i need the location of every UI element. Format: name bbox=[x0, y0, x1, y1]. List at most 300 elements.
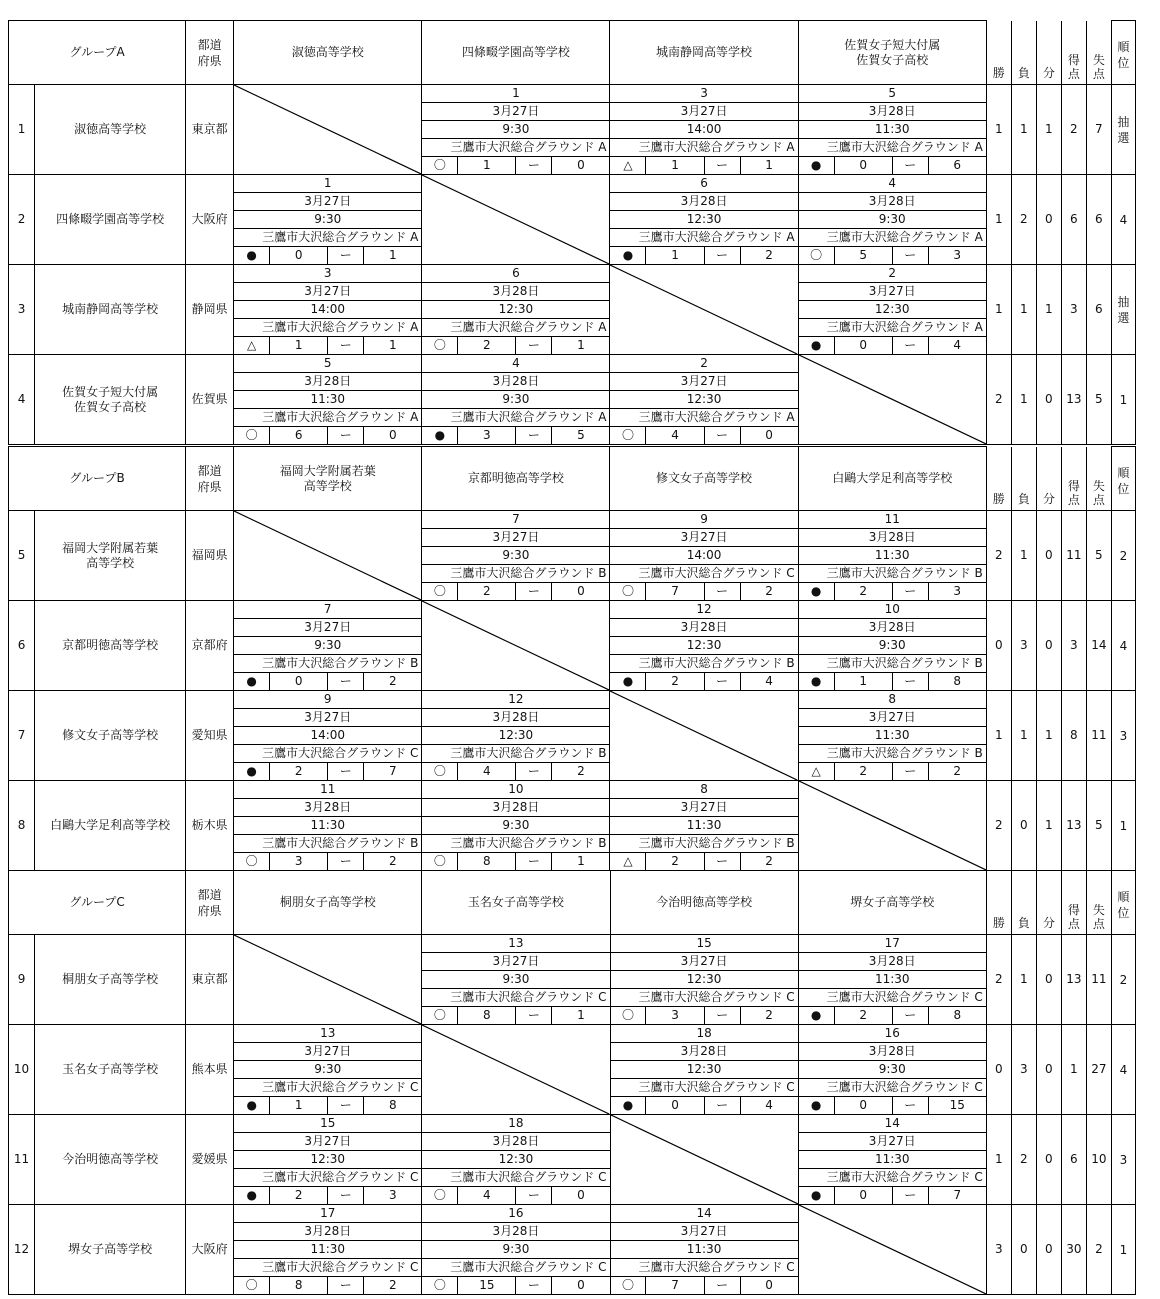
match-time: 11:30 bbox=[610, 817, 797, 835]
match-cell bbox=[422, 265, 610, 355]
score-opponent: 1 bbox=[577, 338, 585, 352]
draws-value: 0 bbox=[1045, 1152, 1053, 1166]
team-prefecture bbox=[186, 265, 234, 355]
rank bbox=[1111, 691, 1135, 781]
goals-against-value: 5 bbox=[1095, 392, 1103, 406]
team-number-text: 7 bbox=[17, 728, 26, 742]
rank-value: 2 bbox=[1119, 548, 1128, 563]
opponent-name: 城南静岡高等学校 bbox=[656, 45, 753, 59]
score-own: 0 bbox=[835, 1097, 893, 1114]
match-info bbox=[422, 511, 609, 600]
match-date: 3月27日 bbox=[611, 1223, 798, 1241]
opponent-header bbox=[234, 21, 422, 85]
group-label bbox=[9, 447, 186, 511]
team-row bbox=[9, 935, 1136, 1025]
wins-value: 0 bbox=[994, 638, 1003, 652]
match-time: 12:30 bbox=[422, 1151, 609, 1169]
match-score bbox=[234, 673, 421, 690]
match-score bbox=[422, 337, 609, 354]
prefecture-text: 静岡県 bbox=[191, 302, 228, 316]
match-cell bbox=[234, 265, 422, 355]
match-score bbox=[799, 763, 986, 780]
group-c-league-table bbox=[8, 870, 1136, 1295]
score-own: 15 bbox=[458, 1277, 516, 1294]
match-time: 9:30 bbox=[234, 1061, 421, 1079]
result-symbol: 〇 bbox=[611, 1007, 647, 1024]
team-name-text: 福岡大学附属若葉 高等学校 bbox=[62, 540, 159, 570]
league-table bbox=[8, 20, 1136, 445]
team-prefecture bbox=[186, 781, 234, 871]
prefecture-text: 愛媛県 bbox=[191, 1152, 228, 1166]
goals-for-header bbox=[1061, 21, 1086, 85]
match-number: 8 bbox=[610, 781, 797, 799]
match-number: 6 bbox=[422, 265, 609, 283]
score-dash: ー bbox=[705, 673, 741, 690]
draws-value: 0 bbox=[1045, 972, 1053, 986]
goals-for-value: 11 bbox=[1066, 548, 1082, 562]
opponent-name: 京都明徳高等学校 bbox=[467, 471, 564, 485]
match-number: 16 bbox=[799, 1025, 986, 1043]
opponent-header bbox=[610, 21, 798, 85]
match-info bbox=[422, 265, 609, 354]
team-row bbox=[9, 1205, 1136, 1295]
match-info bbox=[422, 781, 609, 870]
score-dash: ー bbox=[516, 427, 552, 444]
team-name bbox=[35, 355, 186, 445]
goals-against-value: 7 bbox=[1095, 122, 1103, 136]
match-info bbox=[422, 355, 609, 444]
score-opponent: 1 bbox=[577, 854, 585, 868]
draws-value: 0 bbox=[1045, 1242, 1053, 1256]
match-number: 3 bbox=[234, 265, 421, 283]
match-venue: 三鷹市大沢総合グラウンド B bbox=[610, 655, 797, 673]
match-time: 9:30 bbox=[422, 547, 609, 565]
win-header-text: 勝 bbox=[992, 916, 1005, 930]
match-cell bbox=[422, 1205, 610, 1295]
losses-value: 3 bbox=[1020, 1062, 1028, 1076]
match-info bbox=[234, 175, 421, 264]
match-date: 3月28日 bbox=[610, 619, 797, 637]
match-info bbox=[234, 1205, 421, 1294]
match-time: 9:30 bbox=[422, 391, 609, 409]
wins bbox=[986, 175, 1011, 265]
match-number: 15 bbox=[611, 935, 798, 953]
goals-against-value: 14 bbox=[1091, 638, 1107, 652]
wins-value: 1 bbox=[994, 728, 1003, 742]
result-symbol: △ bbox=[610, 853, 646, 870]
goals-against-value: 6 bbox=[1095, 212, 1103, 226]
match-info bbox=[799, 691, 986, 780]
score-dash: ー bbox=[328, 763, 364, 780]
goals-for-header-text: 得点 bbox=[1067, 53, 1080, 81]
match-info bbox=[610, 85, 797, 174]
result-symbol: 〇 bbox=[422, 763, 458, 780]
match-score bbox=[422, 157, 609, 174]
diagonal-line bbox=[234, 511, 421, 600]
score-dash: ー bbox=[893, 673, 929, 690]
match-score bbox=[422, 1007, 609, 1024]
score-own: 7 bbox=[646, 1277, 704, 1294]
win-header bbox=[986, 447, 1011, 511]
opponent-header bbox=[422, 21, 610, 85]
score-own: 6 bbox=[270, 427, 328, 444]
match-date: 3月28日 bbox=[234, 1223, 421, 1241]
match-date: 3月28日 bbox=[234, 799, 421, 817]
score-dash: ー bbox=[516, 157, 552, 174]
match-date: 3月28日 bbox=[422, 709, 609, 727]
match-venue: 三鷹市大沢総合グラウンド B bbox=[422, 835, 609, 853]
team-name bbox=[35, 781, 186, 871]
score-own: 8 bbox=[458, 853, 516, 870]
match-venue: 三鷹市大沢総合グラウンド C bbox=[611, 1259, 798, 1277]
match-score bbox=[234, 1277, 421, 1294]
match-score bbox=[422, 427, 609, 444]
match-date: 3月27日 bbox=[610, 103, 797, 121]
diagonal-line bbox=[799, 781, 986, 870]
team-number-text: 8 bbox=[17, 818, 26, 832]
result-symbol: △ bbox=[799, 763, 835, 780]
match-time: 9:30 bbox=[422, 817, 609, 835]
rank-header-text: 順位 bbox=[1117, 890, 1130, 920]
draw-header-text: 分 bbox=[1042, 66, 1055, 80]
score-own: 0 bbox=[835, 157, 893, 174]
goals-for bbox=[1061, 175, 1086, 265]
team-name bbox=[35, 265, 186, 355]
wins-value: 1 bbox=[995, 1152, 1003, 1166]
match-info bbox=[610, 601, 797, 690]
rank bbox=[1111, 85, 1135, 175]
opponent-name: 福岡大学附属若葉 高等学校 bbox=[279, 463, 376, 493]
goals-against-header bbox=[1086, 871, 1111, 935]
team-number bbox=[9, 935, 35, 1025]
result-symbol: 〇 bbox=[422, 1277, 458, 1294]
match-info bbox=[610, 781, 797, 870]
match-number: 10 bbox=[422, 781, 609, 799]
rank-value: 抽選 bbox=[1117, 294, 1130, 325]
rank-value: 3 bbox=[1119, 728, 1128, 743]
score-opponent: 5 bbox=[577, 428, 585, 442]
match-number: 13 bbox=[234, 1025, 421, 1043]
score-dash: ー bbox=[328, 673, 364, 690]
opponent-header bbox=[798, 871, 986, 935]
rank bbox=[1111, 935, 1135, 1025]
score-own: 2 bbox=[835, 1007, 893, 1024]
draws-value: 0 bbox=[1045, 392, 1053, 406]
score-opponent: 2 bbox=[388, 674, 397, 688]
losses-value: 1 bbox=[1020, 548, 1028, 562]
score-dash: ー bbox=[328, 1097, 364, 1114]
draws bbox=[1036, 511, 1061, 601]
match-info bbox=[611, 1025, 798, 1114]
score-own: 8 bbox=[458, 1007, 516, 1024]
match-info bbox=[610, 355, 797, 444]
match-info bbox=[610, 511, 797, 600]
header-row bbox=[9, 871, 1136, 935]
match-venue: 三鷹市大沢総合グラウンド C bbox=[611, 989, 798, 1007]
score-own: 3 bbox=[646, 1007, 704, 1024]
opponent-name: 白鷗大学足利高等学校 bbox=[832, 471, 953, 485]
match-date: 3月27日 bbox=[422, 529, 609, 547]
score-dash: ー bbox=[705, 1277, 741, 1294]
score-opponent: 15 bbox=[949, 1098, 965, 1112]
score-opponent: 2 bbox=[953, 764, 962, 778]
score-opponent: 3 bbox=[953, 584, 962, 598]
score-opponent: 2 bbox=[765, 1008, 773, 1022]
league-table bbox=[8, 870, 1136, 1295]
match-date: 3月28日 bbox=[799, 103, 986, 121]
match-date: 3月28日 bbox=[611, 1043, 798, 1061]
match-cell bbox=[798, 601, 986, 691]
score-own: 2 bbox=[835, 763, 893, 780]
score-dash: ー bbox=[705, 247, 741, 264]
goals-against bbox=[1086, 511, 1111, 601]
team-number-text: 5 bbox=[17, 548, 26, 562]
team-number bbox=[9, 511, 35, 601]
match-cell bbox=[610, 935, 798, 1025]
team-name-text: 白鷗大学足利高等学校 bbox=[50, 818, 171, 832]
rank-value: 2 bbox=[1119, 972, 1128, 987]
match-score bbox=[610, 853, 797, 870]
match-number: 9 bbox=[610, 511, 797, 529]
diagonal-cell bbox=[610, 691, 798, 781]
draws bbox=[1036, 265, 1061, 355]
rank-header bbox=[1111, 447, 1135, 511]
pref-header bbox=[186, 21, 234, 85]
group-label bbox=[9, 21, 186, 85]
team-prefecture bbox=[186, 511, 234, 601]
team-number bbox=[9, 1205, 35, 1295]
goals-for-value: 13 bbox=[1066, 392, 1082, 406]
match-venue: 三鷹市大沢総合グラウンド C bbox=[799, 1169, 986, 1187]
match-venue: 三鷹市大沢総合グラウンド A bbox=[422, 139, 609, 157]
score-opponent: 7 bbox=[953, 1188, 962, 1202]
match-info bbox=[611, 1205, 798, 1294]
team-number-text: 10 bbox=[13, 1062, 30, 1076]
match-score bbox=[799, 1097, 986, 1114]
goals-against bbox=[1086, 85, 1111, 175]
team-name bbox=[35, 1115, 186, 1205]
team-name bbox=[35, 1025, 186, 1115]
header-row bbox=[9, 21, 1136, 85]
match-time: 11:30 bbox=[234, 1241, 421, 1259]
rank-value: 1 bbox=[1119, 392, 1128, 407]
score-dash: ー bbox=[328, 1187, 364, 1204]
opponent-header bbox=[610, 447, 798, 511]
team-number-text: 6 bbox=[17, 638, 26, 652]
opponent-name: 堺女子高等学校 bbox=[850, 895, 935, 909]
match-score bbox=[610, 673, 797, 690]
team-row bbox=[9, 601, 1136, 691]
team-number-text: 4 bbox=[17, 392, 26, 406]
team-row bbox=[9, 85, 1136, 175]
team-number bbox=[9, 175, 35, 265]
match-venue: 三鷹市大沢総合グラウンド A bbox=[610, 409, 797, 427]
match-venue: 三鷹市大沢総合グラウンド C bbox=[234, 745, 421, 763]
opponent-name: 四條畷学園高等学校 bbox=[461, 45, 570, 59]
draws-value: 0 bbox=[1045, 212, 1053, 226]
score-dash: ー bbox=[516, 1277, 552, 1294]
result-symbol: △ bbox=[610, 157, 646, 174]
diagonal-cell bbox=[798, 1205, 986, 1295]
match-cell bbox=[234, 781, 422, 871]
losses bbox=[1011, 935, 1036, 1025]
score-own: 2 bbox=[646, 673, 704, 690]
losses bbox=[1011, 265, 1036, 355]
goals-against-value: 10 bbox=[1091, 1152, 1107, 1166]
match-info bbox=[799, 85, 986, 174]
group-title: グループA bbox=[69, 45, 125, 59]
goals-against-value: 11 bbox=[1091, 728, 1107, 742]
losses-value: 3 bbox=[1020, 638, 1028, 652]
score-dash: ー bbox=[705, 427, 741, 444]
result-symbol: 〇 bbox=[610, 583, 646, 600]
prefecture-text: 大阪府 bbox=[191, 1242, 228, 1256]
opponent-header bbox=[798, 447, 986, 511]
diagonal-cell bbox=[422, 175, 610, 265]
match-venue: 三鷹市大沢総合グラウンド C bbox=[234, 1259, 421, 1277]
rank-header-text: 順位 bbox=[1117, 466, 1130, 496]
match-info bbox=[234, 691, 421, 780]
match-info bbox=[799, 511, 986, 600]
match-venue: 三鷹市大沢総合グラウンド B bbox=[422, 565, 609, 583]
goals-for bbox=[1061, 511, 1086, 601]
match-score bbox=[610, 583, 797, 600]
match-number: 17 bbox=[799, 935, 986, 953]
score-own: 3 bbox=[270, 853, 328, 870]
goals-against-header bbox=[1086, 447, 1111, 511]
rank-value: 抽選 bbox=[1117, 114, 1130, 145]
match-number: 18 bbox=[422, 1115, 609, 1133]
prefecture-text: 大阪府 bbox=[191, 212, 228, 226]
loss-header bbox=[1011, 21, 1036, 85]
rank bbox=[1111, 511, 1135, 601]
result-symbol: ● bbox=[610, 247, 646, 264]
match-date: 3月27日 bbox=[799, 709, 986, 727]
draw-header bbox=[1036, 447, 1061, 511]
team-prefecture bbox=[186, 355, 234, 445]
team-name-text: 佐賀女子短大付属 佐賀女子高校 bbox=[62, 384, 159, 414]
match-time: 11:30 bbox=[799, 971, 986, 989]
match-number: 3 bbox=[610, 85, 797, 103]
team-name-text: 淑徳高等学校 bbox=[74, 122, 147, 136]
opponent-name: 淑徳高等学校 bbox=[291, 45, 364, 59]
draws bbox=[1036, 1205, 1061, 1295]
losses-value: 1 bbox=[1020, 728, 1028, 742]
wins bbox=[986, 1115, 1011, 1205]
losses-value: 1 bbox=[1020, 302, 1028, 316]
result-symbol: ● bbox=[234, 1097, 270, 1114]
score-dash: ー bbox=[516, 1187, 552, 1204]
match-score bbox=[422, 583, 609, 600]
goals-for bbox=[1061, 355, 1086, 445]
match-venue: 三鷹市大沢総合グラウンド A bbox=[234, 409, 421, 427]
match-date: 3月28日 bbox=[422, 799, 609, 817]
score-own: 2 bbox=[646, 853, 704, 870]
score-dash: ー bbox=[893, 763, 929, 780]
score-dash: ー bbox=[893, 1007, 929, 1024]
result-symbol: 〇 bbox=[234, 1277, 270, 1294]
match-score bbox=[234, 337, 421, 354]
match-cell bbox=[234, 1025, 422, 1115]
match-time: 12:30 bbox=[610, 211, 797, 229]
score-own: 1 bbox=[646, 247, 704, 264]
rank bbox=[1111, 175, 1135, 265]
score-opponent: 2 bbox=[765, 584, 773, 598]
losses-value: 2 bbox=[1020, 212, 1028, 226]
team-number bbox=[9, 265, 35, 355]
goals-for-header bbox=[1061, 871, 1086, 935]
match-venue: 三鷹市大沢総合グラウンド B bbox=[799, 745, 986, 763]
prefecture-text: 栃木県 bbox=[191, 818, 228, 832]
score-own: 2 bbox=[270, 763, 328, 780]
match-date: 3月28日 bbox=[422, 373, 609, 391]
team-number-text: 3 bbox=[17, 302, 26, 316]
match-score bbox=[799, 157, 986, 174]
match-date: 3月28日 bbox=[799, 529, 986, 547]
match-number: 8 bbox=[799, 691, 986, 709]
goals-for-value: 1 bbox=[1070, 1062, 1078, 1076]
team-number bbox=[9, 601, 35, 691]
wins bbox=[986, 511, 1011, 601]
match-time: 14:00 bbox=[234, 301, 421, 319]
goals-for bbox=[1061, 265, 1086, 355]
result-symbol: ● bbox=[799, 1097, 835, 1114]
result-symbol: ● bbox=[234, 763, 270, 780]
pref-header bbox=[186, 447, 234, 511]
diagonal-cell bbox=[798, 781, 986, 871]
match-score bbox=[610, 427, 797, 444]
match-score bbox=[234, 853, 421, 870]
score-opponent: 4 bbox=[765, 1098, 773, 1112]
opponent-header bbox=[422, 871, 610, 935]
match-info bbox=[611, 935, 798, 1024]
match-cell bbox=[610, 601, 798, 691]
rank bbox=[1111, 355, 1135, 445]
match-number: 13 bbox=[422, 935, 609, 953]
match-score bbox=[422, 1187, 609, 1204]
wins bbox=[986, 355, 1011, 445]
score-dash: ー bbox=[893, 247, 929, 264]
match-venue: 三鷹市大沢総合グラウンド B bbox=[234, 655, 421, 673]
result-symbol: 〇 bbox=[422, 853, 458, 870]
prefecture-text: 愛知県 bbox=[191, 728, 228, 742]
diagonal-line bbox=[610, 691, 797, 780]
rank-header bbox=[1111, 871, 1135, 935]
team-name bbox=[35, 85, 186, 175]
draw-header-text: 分 bbox=[1042, 916, 1055, 930]
match-date: 3月27日 bbox=[799, 1133, 986, 1151]
match-time: 11:30 bbox=[234, 391, 421, 409]
result-symbol: 〇 bbox=[234, 427, 270, 444]
match-venue: 三鷹市大沢総合グラウンド B bbox=[422, 745, 609, 763]
diagonal-line bbox=[610, 265, 797, 354]
group-b-league-table bbox=[8, 446, 1136, 871]
wins-value: 2 bbox=[994, 548, 1003, 562]
score-opponent: 1 bbox=[577, 1008, 585, 1022]
draws-value: 0 bbox=[1045, 548, 1053, 562]
score-opponent: 4 bbox=[953, 338, 962, 352]
goals-for bbox=[1061, 1025, 1086, 1115]
goals-for bbox=[1061, 781, 1086, 871]
loss-header bbox=[1011, 447, 1036, 511]
prefecture-text: 東京都 bbox=[191, 972, 228, 986]
match-time: 14:00 bbox=[610, 121, 797, 139]
wins-value: 2 bbox=[994, 392, 1003, 406]
goals-against-header-text: 失点 bbox=[1092, 903, 1105, 931]
match-date: 3月27日 bbox=[422, 103, 609, 121]
match-cell bbox=[234, 691, 422, 781]
goals-against bbox=[1086, 175, 1111, 265]
